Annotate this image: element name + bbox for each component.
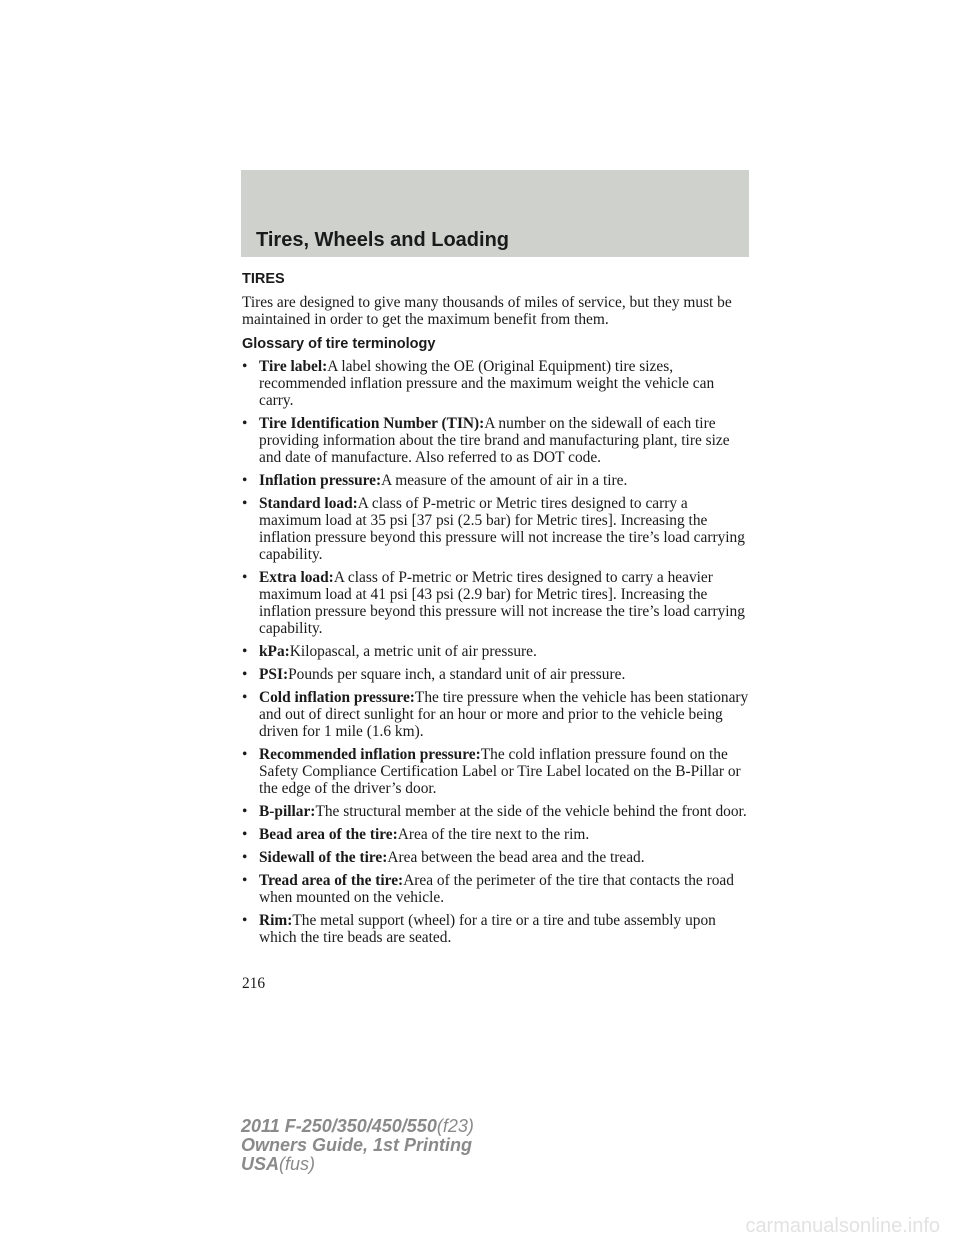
glossary-term: Inflation pressure:: [259, 472, 382, 489]
footer-model: 2011 F-250/350/450/550: [241, 1116, 437, 1136]
footer-market-code: (fus): [279, 1154, 316, 1174]
glossary-item: [242, 872, 752, 906]
glossary-item: [242, 912, 752, 946]
glossary-item: [242, 415, 752, 466]
glossary-term: Recommended inflation pressure:: [259, 746, 481, 763]
bullet-icon: •: [242, 849, 248, 866]
bullet-icon: •: [242, 643, 248, 660]
bullet-icon: •: [242, 826, 248, 843]
glossary-list: [242, 358, 752, 946]
glossary-item: [242, 666, 752, 683]
glossary-definition: A number on the sidewall of each tire providing information about the tire brand and manufacturing plant, tire size and date of manufacture. Also referred to as DOT code.: [259, 415, 730, 466]
glossary-definition: Kilopascal, a metric unit of air pressure.: [289, 643, 537, 660]
glossary-item: [242, 849, 752, 866]
glossary-term: Cold inflation pressure:: [259, 689, 415, 706]
bullet-icon: •: [242, 415, 248, 432]
page-number: 216: [242, 975, 266, 992]
print-footer: [241, 1117, 474, 1174]
glossary-term: Sidewall of the tire:: [259, 849, 388, 866]
glossary-term: Standard load:: [259, 495, 358, 512]
bullet-icon: •: [242, 569, 248, 586]
page-content: [242, 270, 752, 952]
glossary-item: [242, 643, 752, 660]
glossary-item: [242, 826, 752, 843]
glossary-item: [242, 472, 752, 489]
bullet-icon: •: [242, 358, 248, 375]
bullet-icon: •: [242, 666, 248, 683]
section-title: TIRES: [242, 271, 285, 287]
glossary-definition: Pounds per square inch, a standard unit of air pressure.: [288, 666, 626, 683]
chapter-title: Tires, Wheels and Loading: [256, 229, 510, 251]
glossary-term: Tire label:: [259, 358, 328, 375]
glossary-definition: A label showing the OE (Original Equipment) tire sizes, recommended inflation pressure and the maximum weight the vehicle can carry.: [259, 358, 715, 409]
glossary-item: [242, 569, 752, 637]
glossary-definition: Area between the bead area and the tread.: [387, 849, 645, 866]
footer-line-1: [241, 1117, 474, 1136]
footer-line-3: [241, 1155, 474, 1174]
glossary-term: Tread area of the tire:: [259, 872, 404, 889]
glossary-definition: A class of P-metric or Metric tires designed to carry a maximum load at 35 psi [37 psi (2.5 bar) for Metric tires]. Increasing the inflation pressure beyond this pressure will not increase the tire’s load carrying capability.: [259, 495, 745, 563]
bullet-icon: •: [242, 803, 248, 820]
glossary-item: [242, 358, 752, 409]
glossary-term: Bead area of the tire:: [259, 826, 398, 843]
footer-line-2: Owners Guide, 1st Printing: [241, 1135, 473, 1155]
glossary-term: Tire Identification Number (TIN):: [259, 415, 485, 432]
footer-model-code: (f23): [436, 1116, 474, 1136]
bullet-icon: •: [242, 495, 248, 512]
glossary-definition: The structural member at the side of the vehicle behind the front door.: [315, 803, 747, 820]
glossary-term: Extra load:: [259, 569, 334, 586]
glossary-term: kPa:: [259, 643, 290, 660]
glossary-definition: Area of the tire next to the rim.: [397, 826, 590, 843]
glossary-item: [242, 689, 752, 740]
glossary-definition: The tire pressure when the vehicle has been stationary and out of direct sunlight for an hour or more and prior to the vehicle being driven for 1 mile (1.6 km).: [259, 689, 749, 740]
glossary-term: PSI:: [259, 666, 289, 683]
glossary-definition: Area of the perimeter of the tire that contacts the road when mounted on the vehicle.: [259, 872, 734, 906]
glossary-term: Rim:: [259, 912, 293, 929]
bullet-icon: •: [242, 689, 248, 706]
bullet-icon: •: [242, 746, 248, 763]
glossary-item: [242, 495, 752, 563]
footer-market: USA: [241, 1154, 280, 1174]
glossary-definition: The cold inflation pressure found on the Safety Compliance Certification Label or Tire Label located on the B-Pillar or the edge of the driver’s door.: [259, 746, 741, 797]
glossary-term: B-pillar:: [259, 803, 316, 820]
bullet-icon: •: [242, 472, 248, 489]
glossary-item: [242, 803, 752, 820]
glossary-definition: A class of P-metric or Metric tires designed to carry a heavier maximum load at 41 psi [43 psi (2.9 bar) for Metric tires]. Increasing the inflation pressure beyond this pressure will not increase the tire’s load carrying capability.: [259, 569, 745, 637]
watermark: carmanualsonline.info: [745, 1215, 940, 1237]
glossary-definition: The metal support (wheel) for a tire or a tire and tube assembly upon which the tire beads are seated.: [259, 912, 716, 946]
bullet-icon: •: [242, 872, 248, 889]
glossary-definition: A measure of the amount of air in a tire.: [381, 472, 628, 489]
glossary-heading: Glossary of tire terminology: [242, 336, 436, 352]
glossary-item: [242, 746, 752, 797]
intro-paragraph: Tires are designed to give many thousands of miles of service, but they must be maintained in order to get the maximum benefit from them.: [242, 294, 732, 328]
bullet-icon: •: [242, 912, 248, 929]
